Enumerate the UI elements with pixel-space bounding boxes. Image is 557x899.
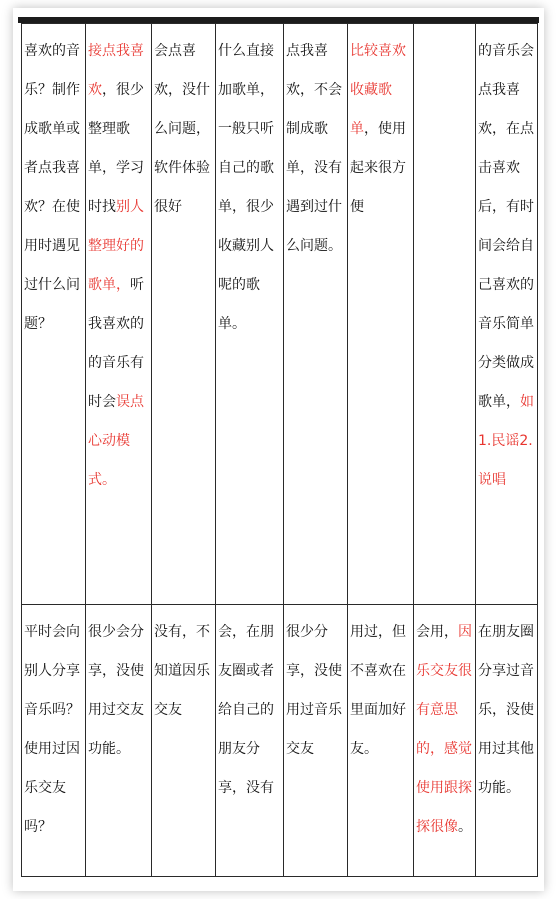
cell-text: 喜欢的音乐？制作成歌单或者点我喜欢？在使用时遇见过什么问题？: [24, 43, 80, 332]
cell-text: 会用，: [416, 624, 458, 640]
highlight-text: 比较喜欢收藏歌单: [350, 43, 406, 137]
cell-text: 很少会分享，没使用过交友功能。: [88, 624, 144, 757]
cell-text: 听我喜欢的的音乐有时会: [88, 277, 144, 410]
table-cell: [414, 24, 476, 605]
table-cell: [216, 605, 284, 877]
highlight-text: 因乐交友很有意思的，感觉使用跟探探很像: [416, 624, 472, 835]
table-cell: [284, 24, 348, 605]
interview-table: [21, 23, 538, 877]
table-cell: [216, 24, 284, 605]
table-cell: [152, 24, 216, 605]
cell-text: 什么直接加歌单，一般只听自己的歌单，很少收藏别人呢的歌单。: [218, 43, 274, 332]
cell-text: 的音乐会点我喜欢，在点击喜欢后，有时间会给自己喜欢的音乐简单分类做成歌单，: [478, 43, 534, 410]
table-cell: [348, 24, 414, 605]
cell-text: 。: [458, 819, 472, 835]
table-cell: [22, 24, 86, 605]
table-cell: [476, 24, 538, 605]
table-row: [22, 605, 538, 877]
table-cell: [86, 24, 152, 605]
cell-text: 会点喜欢，没什么问题，软件体验很好: [154, 43, 210, 215]
table-cell: [348, 605, 414, 877]
cell-text: ，使用起来很方便: [350, 121, 406, 215]
table-cell: [22, 605, 86, 877]
table-cell: [476, 605, 538, 877]
cell-text: 平时会向别人分享音乐吗？使用过因乐交友吗？: [24, 624, 80, 835]
highlight-text: 误点心动模式。: [88, 394, 144, 488]
table-cell: [414, 605, 476, 877]
highlight-text: 别人整理好的歌单，: [88, 199, 144, 293]
table-cell: [152, 605, 216, 877]
cell-text: 会，在朋友圈或者给自己的朋友分享，没有: [218, 624, 274, 796]
table-row: [22, 24, 538, 605]
cell-text: 点我喜欢，不会制成歌单，没有遇到过什么问题。: [286, 43, 342, 254]
cell-text: ，很少整理歌单，学习时找: [88, 82, 144, 215]
table-cell: [86, 605, 152, 877]
highlight-text: 如1.民谣2.说唱: [478, 394, 534, 488]
cell-text: 很少分享，没使用过音乐交友: [286, 624, 342, 757]
cell-text: 用过，但不喜欢在里面加好友。: [350, 624, 406, 757]
cell-text: 在朋友圈分享过音乐，没使用过其他功能。: [478, 624, 534, 796]
highlight-text: 接点我喜欢: [88, 43, 144, 98]
cell-text: 没有，不知道因乐交友: [154, 624, 210, 718]
table-cell: [284, 605, 348, 877]
